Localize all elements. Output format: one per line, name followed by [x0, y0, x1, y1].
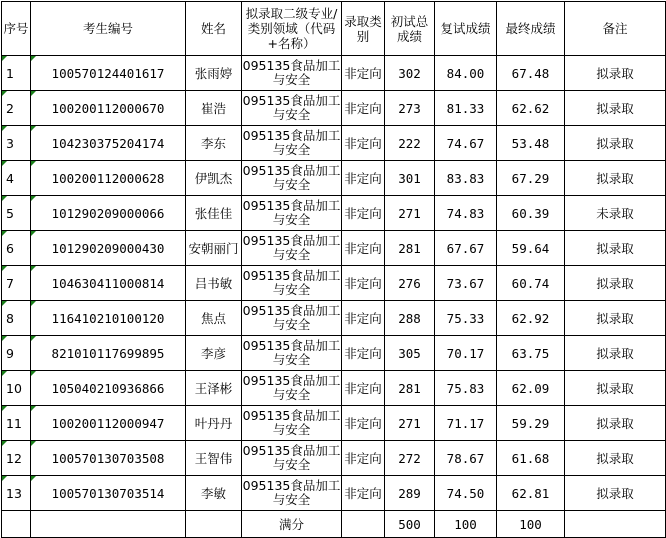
cell-name: 张佳佳 [186, 196, 242, 231]
header-major: 拟录取二级专业/类别领域（代码+名称） [242, 2, 342, 56]
table-row [2, 476, 666, 511]
table-row [2, 301, 666, 336]
cell-type: 非定向 [342, 371, 385, 406]
table-row [2, 91, 666, 126]
table-row [2, 336, 666, 371]
cell-retest-score: 71.17 [435, 406, 497, 441]
cell-initial-score: 289 [385, 476, 435, 511]
cell-exam-no: 100570130703508 [31, 441, 186, 476]
cell-final-score: 60.39 [497, 196, 565, 231]
cell-final-score: 62.92 [497, 301, 565, 336]
table-row [2, 406, 666, 441]
cell-initial-score: 281 [385, 231, 435, 266]
header-final-score: 最终成绩 [497, 2, 565, 56]
cell-seq: 3 [2, 126, 31, 161]
cell-exam-no: 100570130703514 [31, 476, 186, 511]
cell-note: 拟录取 [565, 126, 666, 161]
cell-note: 拟录取 [565, 56, 666, 91]
cell-seq: 7 [2, 266, 31, 301]
cell-name: 李彦 [186, 336, 242, 371]
cell-major: 095135食品加工与安全 [242, 56, 342, 91]
cell-major: 095135食品加工与安全 [242, 441, 342, 476]
cell-final-score: 59.29 [497, 406, 565, 441]
cell-final-score: 63.75 [497, 336, 565, 371]
cell-type: 非定向 [342, 441, 385, 476]
footer-cell-empty [565, 511, 666, 538]
cell-exam-no: 100200112000947 [31, 406, 186, 441]
cell-name: 崔浩 [186, 91, 242, 126]
header-initial-score: 初试总成绩 [385, 2, 435, 56]
cell-type: 非定向 [342, 266, 385, 301]
final-full-score: 100 [497, 511, 565, 538]
cell-exam-no: 101290209000430 [31, 231, 186, 266]
table-row [2, 161, 666, 196]
cell-major: 095135食品加工与安全 [242, 231, 342, 266]
header-note: 备注 [565, 2, 666, 56]
cell-seq: 13 [2, 476, 31, 511]
cell-initial-score: 302 [385, 56, 435, 91]
cell-exam-no: 104230375204174 [31, 126, 186, 161]
cell-final-score: 53.48 [497, 126, 565, 161]
cell-retest-score: 84.00 [435, 56, 497, 91]
cell-retest-score: 74.50 [435, 476, 497, 511]
cell-name: 张雨婷 [186, 56, 242, 91]
table-row [2, 56, 666, 91]
cell-seq: 6 [2, 231, 31, 266]
cell-exam-no: 101290209000066 [31, 196, 186, 231]
cell-final-score: 67.29 [497, 161, 565, 196]
cell-note: 拟录取 [565, 406, 666, 441]
cell-seq: 8 [2, 301, 31, 336]
cell-retest-score: 75.33 [435, 301, 497, 336]
cell-initial-score: 305 [385, 336, 435, 371]
cell-seq: 2 [2, 91, 31, 126]
cell-seq: 12 [2, 441, 31, 476]
cell-exam-no: 116410210100120 [31, 301, 186, 336]
cell-name: 王智伟 [186, 441, 242, 476]
header-exam-no: 考生编号 [31, 2, 186, 56]
cell-major: 095135食品加工与安全 [242, 196, 342, 231]
header-type: 录取类别 [342, 2, 385, 56]
cell-initial-score: 273 [385, 91, 435, 126]
cell-exam-no: 100570124401617 [31, 56, 186, 91]
cell-retest-score: 70.17 [435, 336, 497, 371]
cell-note: 拟录取 [565, 301, 666, 336]
table-row [2, 371, 666, 406]
cell-retest-score: 83.83 [435, 161, 497, 196]
cell-seq: 5 [2, 196, 31, 231]
cell-type: 非定向 [342, 231, 385, 266]
initial-full-score: 500 [385, 511, 435, 538]
full-score-row [2, 511, 666, 538]
cell-note: 拟录取 [565, 371, 666, 406]
cell-major: 095135食品加工与安全 [242, 406, 342, 441]
table-row [2, 266, 666, 301]
cell-seq: 10 [2, 371, 31, 406]
cell-type: 非定向 [342, 301, 385, 336]
cell-type: 非定向 [342, 196, 385, 231]
cell-initial-score: 272 [385, 441, 435, 476]
cell-seq: 11 [2, 406, 31, 441]
cell-type: 非定向 [342, 406, 385, 441]
cell-name: 李东 [186, 126, 242, 161]
cell-final-score: 62.81 [497, 476, 565, 511]
cell-seq: 9 [2, 336, 31, 371]
cell-final-score: 67.48 [497, 56, 565, 91]
cell-name: 王泽彬 [186, 371, 242, 406]
cell-initial-score: 271 [385, 196, 435, 231]
cell-note: 拟录取 [565, 161, 666, 196]
cell-major: 095135食品加工与安全 [242, 371, 342, 406]
cell-type: 非定向 [342, 161, 385, 196]
cell-final-score: 62.62 [497, 91, 565, 126]
table-row [2, 441, 666, 476]
footer-cell-empty [31, 511, 186, 538]
cell-note: 拟录取 [565, 231, 666, 266]
cell-note: 拟录取 [565, 91, 666, 126]
cell-exam-no: 821010117699895 [31, 336, 186, 371]
cell-major: 095135食品加工与安全 [242, 91, 342, 126]
admission-results-table [1, 1, 666, 538]
cell-initial-score: 281 [385, 371, 435, 406]
cell-final-score: 60.74 [497, 266, 565, 301]
cell-major: 095135食品加工与安全 [242, 336, 342, 371]
cell-note: 拟录取 [565, 476, 666, 511]
header-row [2, 2, 666, 56]
cell-type: 非定向 [342, 336, 385, 371]
cell-name: 叶丹丹 [186, 406, 242, 441]
footer-cell-empty [2, 511, 31, 538]
cell-type: 非定向 [342, 56, 385, 91]
cell-major: 095135食品加工与安全 [242, 476, 342, 511]
footer-cell-empty [342, 511, 385, 538]
cell-type: 非定向 [342, 126, 385, 161]
cell-retest-score: 74.83 [435, 196, 497, 231]
retest-full-score: 100 [435, 511, 497, 538]
cell-major: 095135食品加工与安全 [242, 126, 342, 161]
cell-final-score: 59.64 [497, 231, 565, 266]
cell-name: 李敏 [186, 476, 242, 511]
cell-initial-score: 288 [385, 301, 435, 336]
full-score-label: 满分 [242, 511, 342, 538]
cell-note: 拟录取 [565, 266, 666, 301]
cell-initial-score: 301 [385, 161, 435, 196]
cell-note: 拟录取 [565, 441, 666, 476]
cell-seq: 1 [2, 56, 31, 91]
cell-exam-no: 105040210936866 [31, 371, 186, 406]
cell-major: 095135食品加工与安全 [242, 161, 342, 196]
cell-exam-no: 100200112000628 [31, 161, 186, 196]
cell-retest-score: 78.67 [435, 441, 497, 476]
cell-retest-score: 73.67 [435, 266, 497, 301]
table-row [2, 126, 666, 161]
header-seq: 序号 [2, 2, 31, 56]
cell-seq: 4 [2, 161, 31, 196]
cell-type: 非定向 [342, 476, 385, 511]
cell-initial-score: 276 [385, 266, 435, 301]
table-row [2, 196, 666, 231]
cell-final-score: 61.68 [497, 441, 565, 476]
cell-initial-score: 271 [385, 406, 435, 441]
cell-name: 焦点 [186, 301, 242, 336]
header-name: 姓名 [186, 2, 242, 56]
cell-note: 未录取 [565, 196, 666, 231]
cell-name: 安朝丽门 [186, 231, 242, 266]
cell-type: 非定向 [342, 91, 385, 126]
cell-name: 伊凯杰 [186, 161, 242, 196]
cell-exam-no: 104630411000814 [31, 266, 186, 301]
cell-initial-score: 222 [385, 126, 435, 161]
cell-major: 095135食品加工与安全 [242, 266, 342, 301]
cell-major: 095135食品加工与安全 [242, 301, 342, 336]
cell-retest-score: 75.83 [435, 371, 497, 406]
cell-note: 拟录取 [565, 336, 666, 371]
cell-final-score: 62.09 [497, 371, 565, 406]
footer-cell-empty [186, 511, 242, 538]
cell-exam-no: 100200112000670 [31, 91, 186, 126]
cell-retest-score: 67.67 [435, 231, 497, 266]
cell-name: 吕书敏 [186, 266, 242, 301]
cell-retest-score: 81.33 [435, 91, 497, 126]
cell-retest-score: 74.67 [435, 126, 497, 161]
table-row [2, 231, 666, 266]
header-retest-score: 复试成绩 [435, 2, 497, 56]
